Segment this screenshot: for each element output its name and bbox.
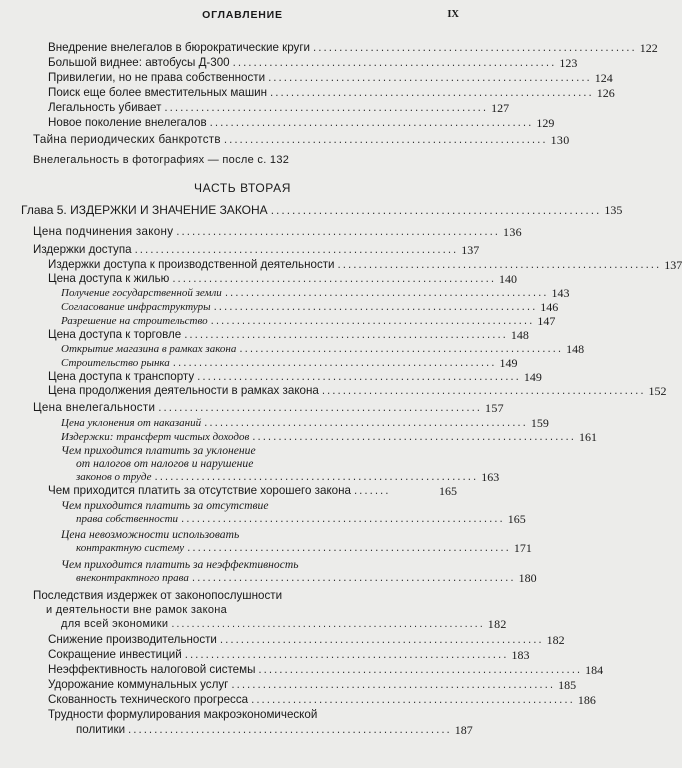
toc-entry: для всей экономики .............................................................. 182 xyxy=(61,617,507,631)
toc-entry: Издержки доступа .............................................................. 137 xyxy=(33,243,480,257)
toc-entry: Новое поколение внелегалов .............................................................. 129 xyxy=(48,116,555,130)
toc-entry: права собственности .............................................................. 165 xyxy=(76,512,526,526)
toc-entry-line: и деятельности вне рамок закона xyxy=(46,604,228,616)
toc-entry: Цена внелегальности .............................................................. 157 xyxy=(33,401,504,415)
part-heading: ЧАСТЬ ВТОРАЯ xyxy=(194,181,291,195)
toc-entry: Издержки доступа к производственной деятельности .............................................................. 137 xyxy=(48,258,682,272)
photos-note: Внелегальность в фотографиях — после с. 132 xyxy=(33,154,290,166)
toc-entry: Сокращение инвестиций .............................................................. 183 xyxy=(48,648,530,662)
toc-entry: Внедрение внелегалов в бюрократические круги .............................................................. 122 xyxy=(48,41,658,55)
toc-entry: внеконтрактного права .............................................................. 180 xyxy=(76,571,537,585)
toc-entry: Привилегии, но не права собственности .............................................................. 124 xyxy=(48,71,613,85)
toc-entry-line: Последствия издержек от законопослушности xyxy=(33,589,283,602)
toc-entry-line: Чем приходится платить за отсутствие xyxy=(61,499,269,512)
toc-entry: Цена доступа к транспорту .............................................................. 149 xyxy=(48,370,542,384)
toc-entry: Цена подчинения закону .............................................................. 136 xyxy=(33,225,522,239)
toc-entry: Легальность убивает .............................................................. 127 xyxy=(48,101,510,115)
toc-entry-line: Чем приходится платить за уклонение xyxy=(61,444,256,457)
toc-entry: Открытие магазина в рамках закона .............................................................. 148 xyxy=(61,342,585,356)
toc-entry: Получение государственной земли .............................................................. 143 xyxy=(61,286,570,300)
toc-entry: Издержки: трансферт чистых доходов .............................................................. 161 xyxy=(61,430,597,444)
toc-entry: Разрешение на строительство .............................................................. 147 xyxy=(61,314,556,328)
toc-entry-line: от налогов от налогов и нарушение xyxy=(76,457,254,470)
toc-entry: Цена продолжения деятельности в рамках закона .............................................................. 152 xyxy=(48,384,667,398)
toc-entry: Большой виднее: автобусы Д-300 .............................................................. 123 xyxy=(48,56,578,70)
toc-entry: Удорожание коммунальных услуг .............................................................. 185 xyxy=(48,678,577,692)
toc-entry: контрактную систему .............................................................. 171 xyxy=(76,541,532,555)
toc-entry: Поиск еще более вместительных машин .............................................................. 126 xyxy=(48,86,615,100)
toc-entry-line: Цена невозможности использовать xyxy=(61,528,240,541)
page-header xyxy=(0,9,485,25)
toc-entry: Согласование инфраструктуры .............................................................. 146 xyxy=(61,300,559,314)
toc-entry: Неэффективность налоговой системы .............................................................. 184 xyxy=(48,663,604,677)
toc-entry: Цена доступа к жилью .............................................................. 140 xyxy=(48,272,518,286)
toc-entry: законов о труде .............................................................. 163 xyxy=(76,470,500,484)
chapter-heading: Глава 5. ИЗДЕРЖКИ И ЗНАЧЕНИЕ ЗАКОНА .............................................................. 135 xyxy=(21,203,623,217)
toc-entry: Цена доступа к торговле .............................................................. 148 xyxy=(48,328,529,342)
page-number: IX xyxy=(447,9,459,20)
running-title: ОГЛАВЛЕНИЕ xyxy=(202,9,283,21)
toc-entry: Строительство рынка .............................................................. 149 xyxy=(61,356,518,370)
toc-entry: политики .............................................................. 187 xyxy=(76,723,473,737)
toc-entry: Скованность технического прогресса .............................................................. 186 xyxy=(48,693,596,707)
toc-entry-line: Чем приходится платить за неэффективность xyxy=(61,558,299,571)
toc-entry: Цена уклонения от наказаний .............................................................. 159 xyxy=(61,416,549,430)
toc-entry: Снижение производительности .............................................................. 182 xyxy=(48,633,565,647)
toc-entry: Чем приходится платить за отсутствие хорошего закона ....... 165 xyxy=(48,484,457,498)
toc-entry-bankruptcies: Тайна периодических банкротств .............................................................. 130 xyxy=(33,133,570,147)
toc-entry-line: Трудности формулирования макроэкономической xyxy=(48,708,318,721)
